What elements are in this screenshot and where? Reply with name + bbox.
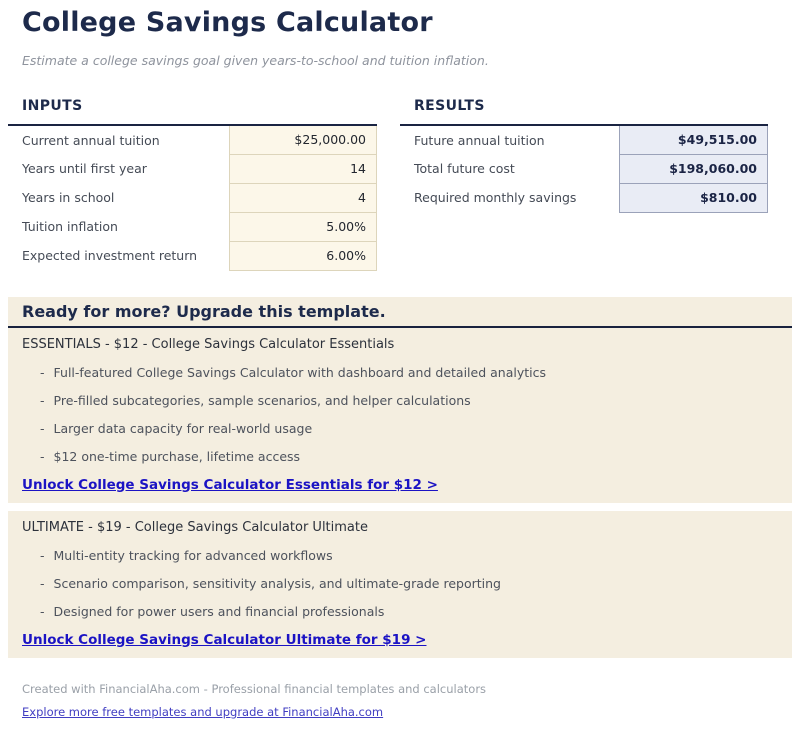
table-row	[8, 212, 377, 241]
footer	[22, 682, 800, 720]
footer-explore-link[interactable]: Explore more free templates and upgrade at FinancialAha.com	[22, 704, 384, 719]
page-subtitle: Estimate a college savings goal given years-to-school and tuition inflation.	[22, 53, 489, 68]
list-item	[40, 415, 778, 443]
inputs-table	[8, 124, 377, 271]
list-item	[40, 542, 778, 570]
tier-essentials-title: ESSENTIALS - $12 - College Savings Calculator Essentials	[22, 336, 395, 352]
feature-text: Pre-filled subcategories, sample scenarios, and helper calculations	[53, 392, 471, 408]
feature-text: $12 one-time purchase, lifetime access	[53, 448, 301, 464]
input-value-cell[interactable]: 4	[230, 183, 377, 212]
result-row-label: Future annual tuition	[400, 125, 620, 154]
list-item	[40, 443, 778, 471]
table-row	[8, 154, 377, 183]
input-row-label: Years in school	[8, 183, 230, 212]
result-value-cell: $49,515.00	[620, 125, 768, 154]
bullet-dash: -	[40, 448, 45, 464]
feature-text: Scenario comparison, sensitivity analysis, and ultimate-grade reporting	[53, 575, 501, 591]
bullet-dash: -	[40, 364, 45, 380]
input-value-cell[interactable]: $25,000.00	[230, 125, 377, 154]
upgrade-banner-heading: Ready for more? Upgrade this template.	[8, 297, 792, 328]
inputs-heading: INPUTS	[22, 98, 83, 114]
calculator-tables	[0, 97, 800, 271]
bullet-dash: -	[40, 603, 45, 619]
results-section	[400, 97, 768, 271]
tier-essentials	[8, 328, 792, 503]
input-value-cell[interactable]: 14	[230, 154, 377, 183]
table-row	[400, 154, 768, 183]
unlock-essentials-link[interactable]: Unlock College Savings Calculator Essentials for $12 >	[22, 476, 438, 493]
input-row-label: Years until first year	[8, 154, 230, 183]
list-item	[40, 598, 778, 626]
feature-text: Designed for power users and financial professionals	[53, 603, 385, 619]
feature-text: Larger data capacity for real-world usage	[53, 420, 313, 436]
upgrade-section	[8, 297, 792, 658]
bullet-dash: -	[40, 547, 45, 563]
page-title: College Savings Calculator	[22, 7, 433, 38]
list-item	[40, 387, 778, 415]
feature-text: Multi-entity tracking for advanced workflows	[53, 547, 333, 563]
list-item	[40, 359, 778, 387]
tier-ultimate	[8, 511, 792, 658]
unlock-ultimate-link[interactable]: Unlock College Savings Calculator Ultimate for $19 >	[22, 631, 427, 648]
input-value-cell[interactable]: 5.00%	[230, 212, 377, 241]
input-row-label: Current annual tuition	[8, 125, 230, 154]
result-row-label: Total future cost	[400, 154, 620, 183]
list-item	[40, 570, 778, 598]
input-row-label: Expected investment return	[8, 241, 230, 270]
table-row	[8, 125, 377, 154]
result-value-cell: $198,060.00	[620, 154, 768, 183]
input-value-cell[interactable]: 6.00%	[230, 241, 377, 270]
input-row-label: Tuition inflation	[8, 212, 230, 241]
bullet-dash: -	[40, 575, 45, 591]
results-table	[400, 124, 768, 213]
feature-text: Full-featured College Savings Calculator with dashboard and detailed analytics	[53, 364, 546, 380]
table-row	[8, 241, 377, 270]
tier-ultimate-title: ULTIMATE - $19 - College Savings Calculator Ultimate	[22, 519, 368, 535]
results-heading: RESULTS	[414, 98, 485, 114]
inputs-section	[8, 97, 377, 271]
footer-credit: Created with FinancialAha.com - Professional financial templates and calculators	[22, 681, 487, 696]
table-row	[400, 183, 768, 212]
result-value-cell: $810.00	[620, 183, 768, 212]
bullet-dash: -	[40, 392, 45, 408]
result-row-label: Required monthly savings	[400, 183, 620, 212]
table-row	[400, 125, 768, 154]
bullet-dash: -	[40, 420, 45, 436]
table-row	[8, 183, 377, 212]
